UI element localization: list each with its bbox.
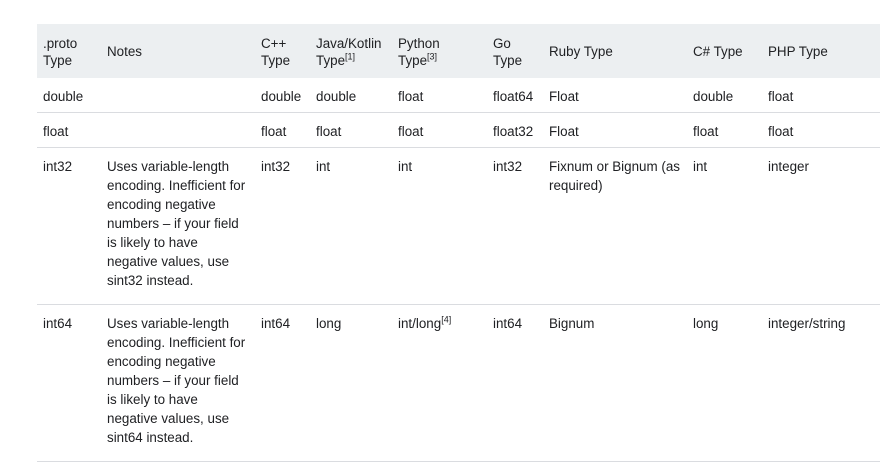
cell-go: int64	[487, 305, 543, 462]
table-row	[37, 305, 880, 462]
cell-python: int	[392, 148, 487, 305]
cell-csharp: int	[687, 148, 762, 305]
table-body	[37, 78, 880, 462]
table-row	[37, 113, 880, 148]
cell-go: float64	[487, 78, 543, 113]
cell-proto: float	[37, 113, 101, 148]
cell-java: float	[310, 113, 392, 148]
header-php-type: PHP Type	[768, 44, 828, 59]
cell-ruby: Fixnum or Bignum (as required)	[543, 148, 687, 305]
header-csharp-type: C# Type	[693, 44, 743, 59]
cell-go: int32	[487, 148, 543, 305]
header-ruby-type: Ruby Type	[549, 44, 613, 59]
cell-php: float	[762, 78, 880, 113]
header-proto-type: .proto Type	[43, 35, 78, 68]
cell-notes: Uses variable-length encoding. Inefficient for encoding negative numbers – if your field is likely to have negative values, use sint64 instead.	[101, 305, 255, 462]
cell-notes: Uses variable-length encoding. Inefficient for encoding negative numbers – if your field is likely to have negative values, use sint32 instead.	[101, 148, 255, 305]
cell-proto: int32	[37, 148, 101, 305]
footnote-ref-1[interactable]: [1]	[345, 51, 356, 62]
cell-csharp: long	[687, 305, 762, 462]
cell-java: double	[310, 78, 392, 113]
proto-types-table-container	[37, 24, 880, 462]
cell-php: float	[762, 113, 880, 148]
cell-cpp: int64	[255, 305, 310, 462]
header-cpp-type: C++ Type	[261, 35, 291, 68]
cell-java: int	[310, 148, 392, 305]
table-row	[37, 148, 880, 305]
footnote-ref-4[interactable]: [4]	[441, 314, 452, 325]
cell-python: int/long[4]	[392, 305, 487, 462]
cell-csharp: float	[687, 113, 762, 148]
cell-php: integer	[762, 148, 880, 305]
cell-java: long	[310, 305, 392, 462]
proto-types-table	[37, 24, 880, 462]
header-python-type: Python Type[3]	[398, 35, 440, 68]
cell-proto: double	[37, 78, 101, 113]
cell-notes	[101, 113, 255, 148]
cell-go: float32	[487, 113, 543, 148]
header-row	[37, 24, 880, 78]
cell-cpp: double	[255, 78, 310, 113]
cell-ruby: Float	[543, 78, 687, 113]
cell-proto: int64	[37, 305, 101, 462]
table-header	[37, 24, 880, 78]
cell-python: float	[392, 113, 487, 148]
cell-cpp: float	[255, 113, 310, 148]
cell-ruby: Float	[543, 113, 687, 148]
cell-python: float	[392, 78, 487, 113]
header-java-kotlin-type: Java/Kotlin Type[1]	[316, 35, 382, 68]
cell-ruby: Bignum	[543, 305, 687, 462]
header-notes: Notes	[107, 44, 142, 59]
cell-notes	[101, 78, 255, 113]
cell-php: integer/string	[762, 305, 880, 462]
table-row	[37, 78, 880, 113]
footnote-ref-3[interactable]: [3]	[427, 51, 438, 62]
header-go-type: Go Type	[493, 35, 523, 68]
cell-cpp: int32	[255, 148, 310, 305]
cell-csharp: double	[687, 78, 762, 113]
